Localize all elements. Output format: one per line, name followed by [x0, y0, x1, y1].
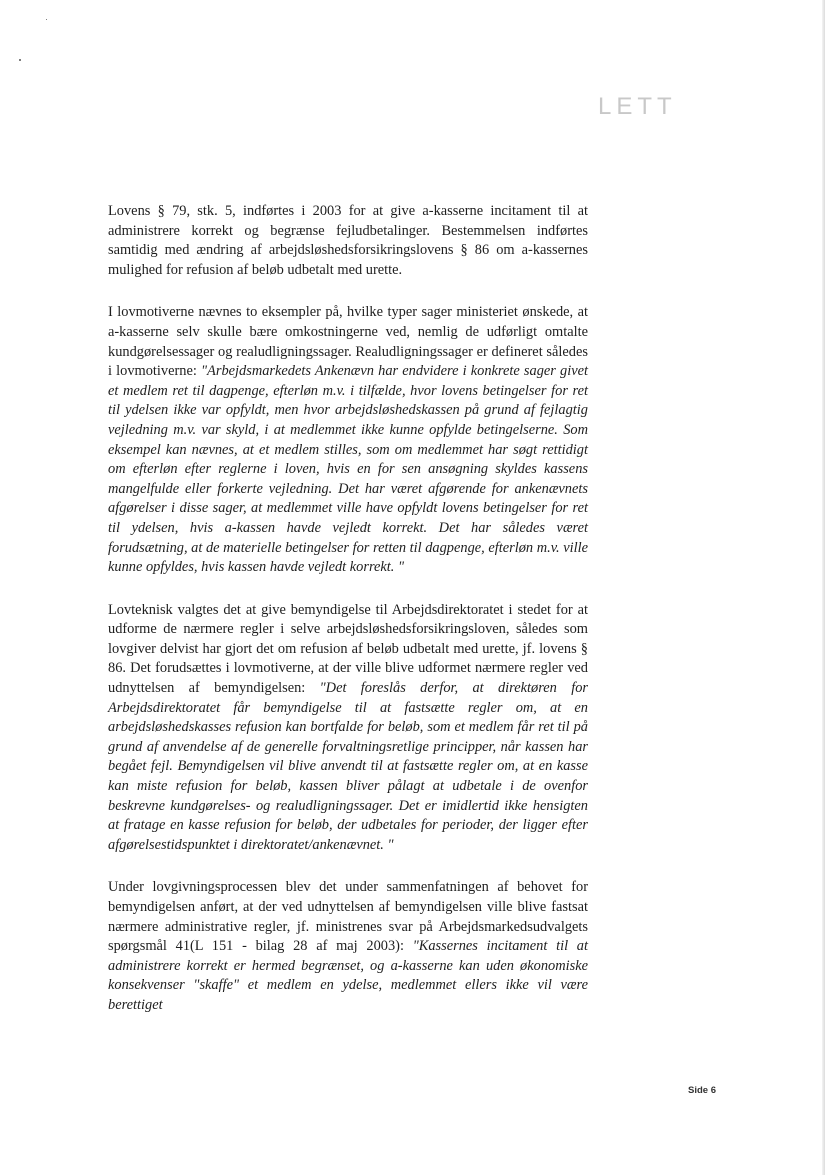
- page-number: Side 6: [688, 1085, 716, 1096]
- paragraph-4-text: Under lovgivningsprocessen blev det under sammenfatningen af behovet for bemyndigelsen anført, at der ved udnyttelsen af bemyndigelsen ville blive fastsat nærmere administrative regler, jf. ministrenes svar på Arbejdsmarkedsudvalgets spørgsmål 41(L 151 - bilag 28 af maj 2003):: [108, 879, 588, 955]
- paragraph-1: [108, 202, 588, 280]
- paragraph-2: [108, 303, 588, 577]
- paragraph-4: [108, 878, 588, 1015]
- paragraph-2-text: I lovmotiverne nævnes to eksempler på, hvilke typer sager ministeriet ønskede, at a-kasserne selv skulle bære omkostningerne ved, nemlig de udførligt omtalte kundgørelsessager og realudligningssager. Realudligningssager er defineret således i lovmotiverne:: [108, 304, 588, 380]
- letter-logo: LETT: [598, 93, 677, 120]
- paragraph-3-quote: "Det foreslås derfor, at direktøren for Arbejdsdirektoratet får bemyndigelse til at fastsætte regler om, at en arbejdsløshedskasses refusion kan bortfalde for beløb, som et medlem får ret til på grund af anvendelse af de generelle forvaltningsretlige principper, når kassen har begået fejl. Bemyndigelsen vil blive anvendt til at fastsætte regler om, at en kasse kan miste refusion for beløb, kassen bliver pålagt at udbetale i de ovenfor beskrevne kundgørelses- og realudligningssager. Det er imidlertid ikke hensigten at fratage en kasse refusion for beløb, der udbetales for perioder, der ligger efter afgørelsestidspunktet i direktoratet/ankenævnet. ": [108, 680, 588, 853]
- paragraph-3: [108, 601, 588, 856]
- paragraph-2-quote: "Arbejdsmarkedets Ankenævn har endvidere i konkrete sager givet et medlem ret til dagpenge, efterløn m.v. i tilfælde, hvor lovens betingelser for ret til ydelsen ikke var opfyldt, men hvor arbejdsløshedskassen på grund af fejlagtig vejledning m.v. var skyld, i at medlemmet ikke kunne opfylde betingelserne. Som eksempel kan nævnes, at et medlem stilles, som om medlemmet har søgt rettidigt om efterløn efter reglerne i loven, hvis en for sen ansøgning skyldes kassens mangelfulde eller forkerte vejledning. Det har været afgørende for ankenævnets afgørelser i disse sager, at medlemmet ville have opfyldt lovens betingelser for ret til ydelsen, hvis a-kassen havde vejledt korrekt. Det har således været forudsætning, at de materielle betingelser for retten til dagpenge, efterløn m.v. ville kunne opfyldes, hvis kassen havde vejledt korrekt. ": [108, 363, 588, 576]
- scan-speck: [19, 59, 21, 61]
- paragraph-4-quote: "Kassernes incitament til at administrere korrekt er hermed begrænset, og a-kasserne kan uden økonomiske konsekvenser "skaffe" et medlem en ydelse, medlemmet ellers ikke vil være berettiget: [108, 938, 589, 1013]
- scan-speck: [46, 19, 47, 20]
- paragraph-3-text: Lovteknisk valgtes det at give bemyndigelse til Arbejdsdirektoratet i stedet for at udforme de nærmere regler i selve arbejdsløshedsforsikringsloven, således som lovgiver delvist har gjort det om refusion af beløb udbetalt med urette, jf. lovens § 86. Det forudsættes i lovmotiverne, at der ville blive udformet nærmere regler ved udnyttelsen af bemyndigelsen:: [108, 601, 588, 697]
- paragraph-1-text: Lovens § 79, stk. 5, indførtes i 2003 for at give a-kasserne incitament til at administrere korrekt og begrænse fejludbetalinger. Bestemmelsen indførtes samtidig med ændring af arbejdsløshedsforsikringslovens § 86 om a-kassernes mulighed for refusion af beløb udbetalt med urette.: [108, 203, 588, 278]
- body-text: [108, 202, 588, 1039]
